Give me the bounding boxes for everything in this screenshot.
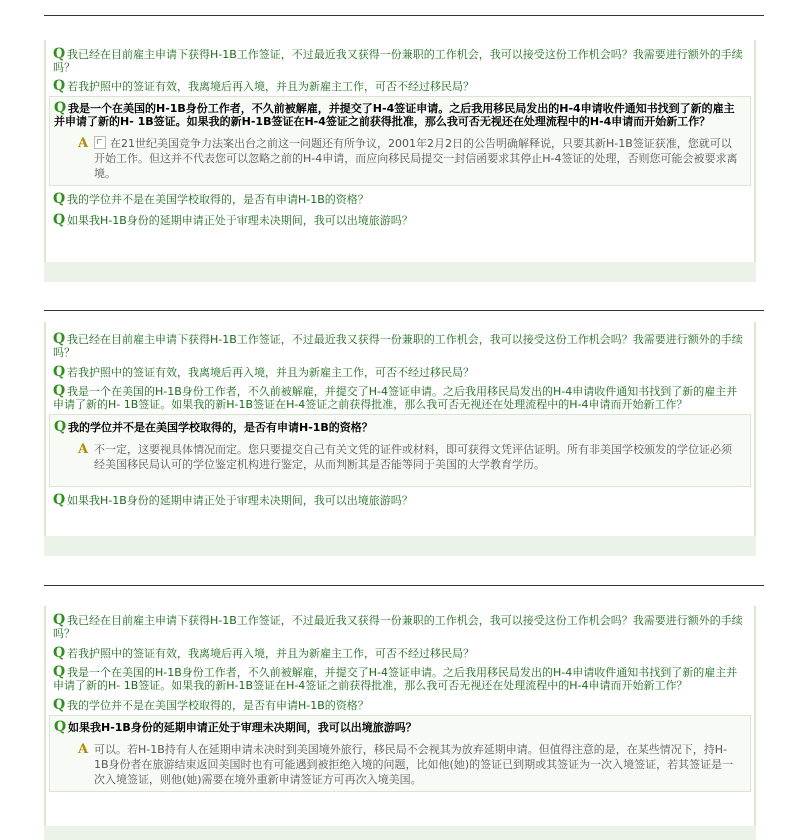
faq-expanded-item	[49, 414, 751, 487]
faq-question-item[interactable]	[44, 494, 756, 507]
faq-answer	[50, 442, 750, 472]
faq-answer	[50, 742, 750, 787]
faq-question-link[interactable]: 我已经在目前雇主申请下获得H-1B工作签证，不过最近我又获得一份兼职的工作机会，我可以接受这份工作机会吗？我需要进行额外的手续吗？	[53, 48, 743, 74]
panel-footer	[44, 262, 756, 282]
faq-panel-1	[44, 48, 756, 227]
question-marker-icon: Q	[53, 492, 66, 508]
faq-answer-text: 不一定，这要视具体情况而定。您只要提交自己有关文凭的证件或材料，即可获得文凭评估证明。所有非美国学校颁发的学位证必须经美国移民局认可的学位鉴定机构进行鉴定，从而判断其是否能等同于美国的大学教育学历。	[94, 443, 732, 471]
faq-question-link[interactable]: 我的学位并不是在美国学校取得的，是否有申请H-1B的资格？	[67, 193, 369, 206]
faq-question-item[interactable]	[44, 666, 756, 692]
answer-marker-icon: A	[78, 742, 89, 757]
faq-question-title[interactable]: 我是一个在美国的H-1B身份工作者，不久前被解雇，并提交了H-4签证申请。之后我用移民局发出的H-4申请收件通知书找到了新的雇主并申请了新的H- 1B签证。如果我的新H-1B签证在H-4签证之前获得批准，那么我可否无视还在处理流程中的H-4申请而开始新工作？	[54, 102, 735, 128]
question-marker-icon: Q	[53, 46, 66, 62]
faq-question-link[interactable]: 我已经在目前雇主申请下获得H-1B工作签证，不过最近我又获得一份兼职的工作机会，我可以接受这份工作机会吗？我需要进行额外的手续吗？	[53, 614, 743, 640]
question-marker-icon: Q	[54, 719, 67, 735]
faq-question-item-open[interactable]	[50, 721, 750, 734]
faq-question-item[interactable]	[44, 193, 756, 206]
faq-answer-text: 在21世纪美国竞争力法案出台之前这一问题还有所争议，2001年2月2日的公告明确解释说，只要其新H-1B签证获准，您就可以开始工作。但这并不代表您可以忽略之前的H-4申请，而应向移民局提交一封信函要求其停止H-4签证的处理，否则您可能会被要求离境。	[94, 137, 738, 180]
faq-expanded-item	[49, 715, 751, 792]
question-marker-icon: Q	[53, 383, 66, 399]
faq-question-item-open[interactable]	[50, 421, 750, 434]
faq-question-title[interactable]: 我的学位并不是在美国学校取得的，是否有申请H-1B的资格？	[68, 421, 373, 434]
faq-question-link[interactable]: 我的学位并不是在美国学校取得的，是否有申请H-1B的资格？	[67, 699, 369, 712]
question-marker-icon: Q	[54, 100, 67, 116]
faq-question-item[interactable]	[44, 366, 756, 379]
question-marker-icon: Q	[53, 612, 66, 628]
faq-question-item[interactable]	[44, 80, 756, 93]
question-marker-icon: Q	[53, 191, 66, 207]
faq-answer-text: 可以。若H-1B持有人在延期申请未决时到美国境外旅行，移民局不会视其为放弃延期申请。但值得注意的是，在某些情况下，持H-1B身份者在旅游结束返回美国时也有可能遇到被拒绝入境的问题，比如他(她)的签证已到期或其签证为一次入境签证，若其签证是一次入境签证，则他(她)需要在境外重新申请签证方可再次入境美国。	[94, 743, 734, 786]
separator	[44, 310, 764, 311]
faq-question-link[interactable]: 如果我H-1B身份的延期申请正处于审理未决期间，我可以出境旅游吗？	[67, 214, 413, 227]
question-marker-icon: Q	[53, 664, 66, 680]
question-marker-icon: Q	[53, 697, 66, 713]
answer-marker-icon: A	[78, 136, 89, 151]
faq-question-item[interactable]	[44, 333, 756, 359]
question-marker-icon: Q	[53, 78, 66, 94]
question-marker-icon: Q	[53, 645, 66, 661]
answer-marker-icon: A	[78, 442, 89, 457]
question-marker-icon: Q	[53, 364, 66, 380]
separator-top	[44, 15, 764, 16]
panel-footer	[44, 536, 756, 556]
faq-question-link[interactable]: 如果我H-1B身份的延期申请正处于审理未决期间，我可以出境旅游吗？	[67, 494, 413, 507]
faq-question-item[interactable]	[44, 48, 756, 74]
faq-question-link[interactable]: 若我护照中的签证有效，我离境后再入境，并且为新雇主工作，可否不经过移民局？	[67, 647, 474, 660]
broken-image-icon	[94, 136, 106, 149]
faq-question-item[interactable]	[44, 699, 756, 712]
separator	[44, 585, 764, 586]
faq-answer	[50, 136, 750, 181]
faq-question-item[interactable]	[44, 614, 756, 640]
faq-question-link[interactable]: 若我护照中的签证有效，我离境后再入境，并且为新雇主工作，可否不经过移民局？	[67, 366, 474, 379]
faq-question-link[interactable]: 若我护照中的签证有效，我离境后再入境，并且为新雇主工作，可否不经过移民局？	[67, 80, 474, 93]
faq-question-title[interactable]: 如果我H-1B身份的延期申请正处于审理未决期间，我可以出境旅游吗？	[68, 721, 417, 734]
faq-question-link[interactable]: 我是一个在美国的H-1B身份工作者，不久前被解雇，并提交了H-4签证申请。之后我用移民局发出的H-4申请收件通知书找到了新的雇主并申请了新的H- 1B签证。如果我的新H-1B签证在H-4签证之前获得批准，那么我可否无视还在处理流程中的H-4申请而开始新工作？	[53, 385, 738, 411]
faq-question-link[interactable]: 我已经在目前雇主申请下获得H-1B工作签证，不过最近我又获得一份兼职的工作机会，我可以接受这份工作机会吗？我需要进行额外的手续吗？	[53, 333, 743, 359]
faq-panel-3	[44, 614, 756, 792]
question-marker-icon: Q	[54, 419, 67, 435]
faq-question-item[interactable]	[44, 214, 756, 227]
faq-question-item-open[interactable]	[50, 102, 750, 128]
panel-footer	[44, 826, 756, 840]
question-marker-icon: Q	[53, 212, 66, 228]
question-marker-icon: Q	[53, 331, 66, 347]
faq-question-item[interactable]	[44, 647, 756, 660]
faq-question-item[interactable]	[44, 385, 756, 411]
faq-question-link[interactable]: 我是一个在美国的H-1B身份工作者，不久前被解雇，并提交了H-4签证申请。之后我用移民局发出的H-4申请收件通知书找到了新的雇主并申请了新的H- 1B签证。如果我的新H-1B签证在H-4签证之前获得批准，那么我可否无视还在处理流程中的H-4申请而开始新工作？	[53, 666, 738, 692]
faq-expanded-item	[49, 96, 751, 186]
faq-panel-2	[44, 333, 756, 507]
